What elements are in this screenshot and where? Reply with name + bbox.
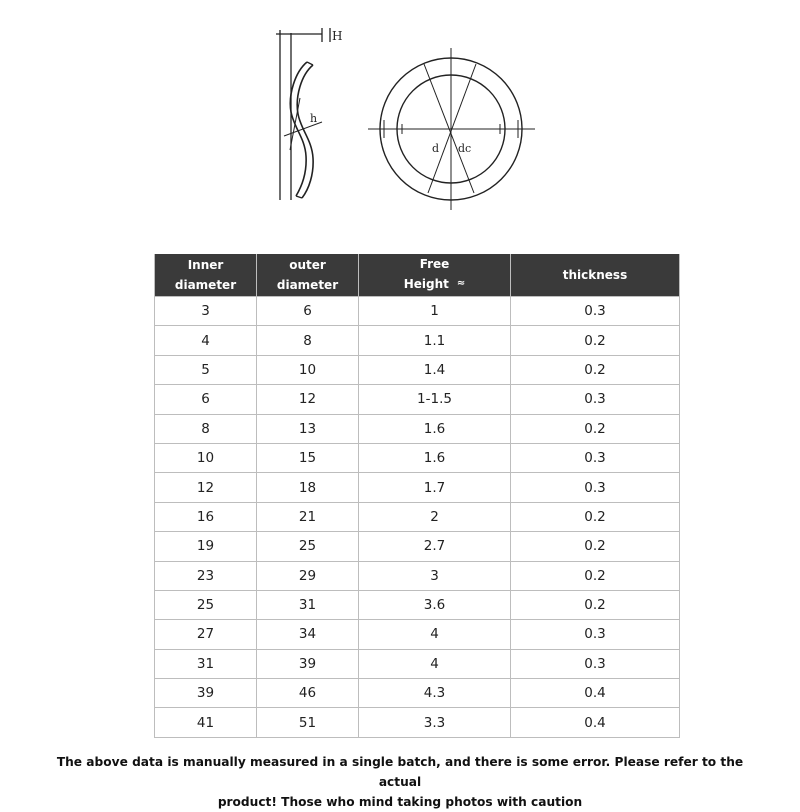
cell-outer-diameter: 12 bbox=[257, 385, 359, 414]
cell-thickness: 0.3 bbox=[511, 620, 680, 649]
header-outer-diameter: outer diameter bbox=[257, 254, 359, 297]
cell-outer-diameter: 18 bbox=[257, 473, 359, 502]
table-row bbox=[155, 443, 680, 472]
cell-thickness: 0.2 bbox=[511, 532, 680, 561]
cell-thickness: 0.2 bbox=[511, 326, 680, 355]
wave-washer-technical-drawing bbox=[0, 0, 800, 240]
cell-outer-diameter: 34 bbox=[257, 620, 359, 649]
table-row bbox=[155, 590, 680, 619]
disclaimer-note bbox=[40, 752, 760, 812]
specification-table bbox=[154, 254, 680, 738]
cell-inner-diameter: 4 bbox=[155, 326, 257, 355]
cell-thickness: 0.2 bbox=[511, 590, 680, 619]
side-view bbox=[276, 28, 330, 200]
cell-inner-diameter: 8 bbox=[155, 414, 257, 443]
cell-free-height: 1.6 bbox=[359, 414, 511, 443]
cell-inner-diameter: 12 bbox=[155, 473, 257, 502]
cell-free-height: 2.7 bbox=[359, 532, 511, 561]
table-row bbox=[155, 532, 680, 561]
cell-thickness: 0.3 bbox=[511, 297, 680, 326]
cell-inner-diameter: 5 bbox=[155, 355, 257, 384]
approx-symbol: ≈ bbox=[456, 278, 466, 289]
cell-outer-diameter: 29 bbox=[257, 561, 359, 590]
cell-thickness: 0.2 bbox=[511, 561, 680, 590]
table-row bbox=[155, 473, 680, 502]
cell-inner-diameter: 10 bbox=[155, 443, 257, 472]
cell-thickness: 0.2 bbox=[511, 502, 680, 531]
cell-thickness: 0.3 bbox=[511, 649, 680, 678]
table-row bbox=[155, 326, 680, 355]
table-row bbox=[155, 620, 680, 649]
table-row bbox=[155, 649, 680, 678]
table-row bbox=[155, 502, 680, 531]
table-row bbox=[155, 561, 680, 590]
cell-inner-diameter: 39 bbox=[155, 679, 257, 708]
cell-outer-diameter: 46 bbox=[257, 679, 359, 708]
table-row bbox=[155, 385, 680, 414]
disclaimer-line-1: The above data is manually measured in a single batch, and there is some error. Please refer to the actual bbox=[56, 755, 744, 789]
cell-outer-diameter: 21 bbox=[257, 502, 359, 531]
cell-inner-diameter: 3 bbox=[155, 297, 257, 326]
cell-free-height: 1-1.5 bbox=[359, 385, 511, 414]
label-h: h bbox=[310, 112, 318, 125]
cell-outer-diameter: 15 bbox=[257, 443, 359, 472]
cell-outer-diameter: 6 bbox=[257, 297, 359, 326]
cell-free-height: 3.3 bbox=[359, 708, 511, 737]
cell-thickness: 0.3 bbox=[511, 443, 680, 472]
cell-outer-diameter: 8 bbox=[257, 326, 359, 355]
table-body bbox=[155, 297, 680, 738]
cell-inner-diameter: 19 bbox=[155, 532, 257, 561]
cell-thickness: 0.3 bbox=[511, 473, 680, 502]
cell-thickness: 0.4 bbox=[511, 679, 680, 708]
table-header-row bbox=[155, 254, 680, 297]
front-view bbox=[368, 48, 535, 210]
cell-free-height: 4.3 bbox=[359, 679, 511, 708]
cell-inner-diameter: 6 bbox=[155, 385, 257, 414]
cell-inner-diameter: 41 bbox=[155, 708, 257, 737]
cell-inner-diameter: 27 bbox=[155, 620, 257, 649]
cell-inner-diameter: 31 bbox=[155, 649, 257, 678]
cell-free-height: 1.1 bbox=[359, 326, 511, 355]
cell-outer-diameter: 31 bbox=[257, 590, 359, 619]
cell-free-height: 2 bbox=[359, 502, 511, 531]
header-inner-diameter: Inner diameter bbox=[155, 254, 257, 297]
label-H: H bbox=[332, 29, 343, 43]
cell-free-height: 3.6 bbox=[359, 590, 511, 619]
header-thickness: thickness bbox=[511, 254, 680, 297]
cell-free-height: 1.7 bbox=[359, 473, 511, 502]
cell-outer-diameter: 13 bbox=[257, 414, 359, 443]
cell-thickness: 0.2 bbox=[511, 414, 680, 443]
cell-inner-diameter: 25 bbox=[155, 590, 257, 619]
cell-thickness: 0.2 bbox=[511, 355, 680, 384]
table-row bbox=[155, 679, 680, 708]
cell-outer-diameter: 51 bbox=[257, 708, 359, 737]
cell-free-height: 1.4 bbox=[359, 355, 511, 384]
label-dc: dc bbox=[458, 142, 472, 155]
cell-thickness: 0.3 bbox=[511, 385, 680, 414]
cell-free-height: 4 bbox=[359, 649, 511, 678]
disclaimer-line-2: product! Those who mind taking photos with caution bbox=[217, 795, 583, 809]
table-row bbox=[155, 414, 680, 443]
table-row bbox=[155, 297, 680, 326]
cell-outer-diameter: 25 bbox=[257, 532, 359, 561]
cell-free-height: 4 bbox=[359, 620, 511, 649]
cell-free-height: 1.6 bbox=[359, 443, 511, 472]
cell-outer-diameter: 10 bbox=[257, 355, 359, 384]
cell-thickness: 0.4 bbox=[511, 708, 680, 737]
table-row bbox=[155, 355, 680, 384]
cell-inner-diameter: 23 bbox=[155, 561, 257, 590]
cell-free-height: 1 bbox=[359, 297, 511, 326]
label-d: d bbox=[432, 142, 440, 155]
cell-free-height: 3 bbox=[359, 561, 511, 590]
cell-outer-diameter: 39 bbox=[257, 649, 359, 678]
table-row bbox=[155, 708, 680, 737]
cell-inner-diameter: 16 bbox=[155, 502, 257, 531]
header-free-height: Free Height ≈ bbox=[359, 254, 511, 297]
